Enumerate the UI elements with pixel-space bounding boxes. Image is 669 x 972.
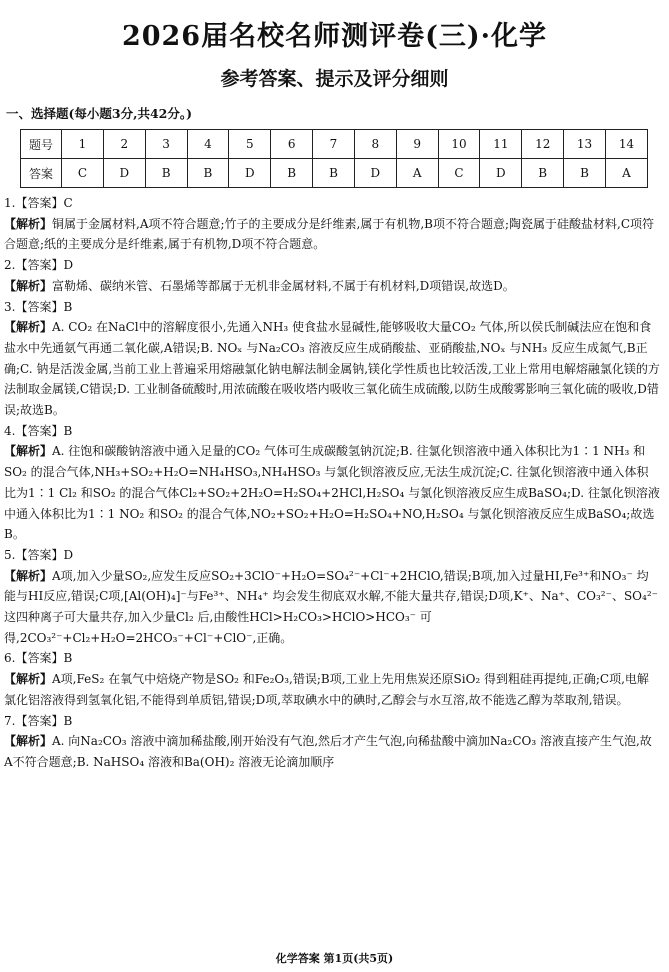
answer-cell: B <box>522 159 564 188</box>
answer-line: 7.【答案】B <box>4 713 73 728</box>
question-number-cell: 11 <box>480 130 522 159</box>
answer-cell: B <box>271 159 313 188</box>
question-number-cell: 13 <box>564 130 606 159</box>
explanation <box>4 214 660 255</box>
question-number-row <box>21 130 648 159</box>
explanation-label: 【解析】 <box>4 734 53 749</box>
answer-table <box>20 129 648 188</box>
question-number-cell: 8 <box>354 130 396 159</box>
answer-line: 5.【答案】D <box>4 547 74 562</box>
answer-row <box>21 159 648 188</box>
row-label-number: 题号 <box>21 130 62 159</box>
answer-line: 6.【答案】B <box>4 651 73 666</box>
explanation <box>4 317 660 421</box>
question-number-cell: 10 <box>438 130 480 159</box>
question-number-cell: 9 <box>396 130 438 159</box>
explanation-label: 【解析】 <box>4 568 53 583</box>
answer-cell: A <box>396 159 438 188</box>
explanation-text: 富勒烯、碳纳米管、石墨烯等都属于无机非金属材料,不属于有机材料,D项错误,故选D。 <box>52 278 515 293</box>
page-footer: 化学答案 第1页(共5页) <box>275 952 394 965</box>
question-block-4 <box>4 421 660 545</box>
explanation-text: A项,FeS₂ 在氧气中焙烧产物是SO₂ 和Fe₂O₃,错误;B项,工业上先用焦炭还原SiO₂ 得到粗硅再提纯,正确;C项,电解氯化铝溶液得到氢氧化铝,不能得到单质铝,错误;D项,萃取碘水中的碘时,乙醇会与水互溶,故不能选乙醇为萃取剂,错误。 <box>4 672 649 707</box>
answer-cell: D <box>103 159 145 188</box>
question-number-cell: 2 <box>103 130 145 159</box>
question-block-6 <box>4 648 660 710</box>
answer-cell: B <box>564 159 606 188</box>
answer-line: 4.【答案】B <box>4 423 73 438</box>
explanation-label: 【解析】 <box>4 278 53 293</box>
explanation-label: 【解析】 <box>4 672 53 687</box>
explanation-text: A项,加入少量SO₂,应发生反应SO₂+3ClO⁻+H₂O=SO₄²⁻+Cl⁻+2HClO,错误;B项,加入过量HI,Fe³⁺和NO₃⁻ 均能与HI反应,错误;C项,[Al(OH)₄]⁻与Fe³⁺、NH₄⁺ 均会发生彻底双水解,不能大量共存,错误;D项,K⁺、Na⁺、CO₃²⁻、SO₄²⁻ 这四种离子可大量共存,加入少量Cl₂ 后,由酸性HCl>H₂CO₃>HClO>HCO₃⁻ 可得,2CO₃²⁻+Cl₂+H₂O=2HCO₃⁻+Cl⁻+ClO⁻,正确。 <box>4 568 658 645</box>
explanation-label: 【解析】 <box>4 444 53 459</box>
question-number-cell: 6 <box>271 130 313 159</box>
page-subtitle: 参考答案、提示及评分细则 <box>220 68 449 90</box>
page-title: 2026届名校名师测评卷(三)·化学 <box>121 21 548 52</box>
question-number-cell: 7 <box>313 130 355 159</box>
question-block-3 <box>4 297 660 421</box>
question-number-cell: 12 <box>522 130 564 159</box>
explanation-text: 铜属于金属材料,A项不符合题意;竹子的主要成分是纤维素,属于有机物,B项不符合题意;陶瓷属于硅酸盐材料,C项符合题意;纸的主要成分是纤维素,属于有机物,D项不符合题意。 <box>4 216 655 252</box>
question-block-5 <box>4 545 660 649</box>
question-number-cell: 14 <box>605 130 647 159</box>
section-heading: 一、选择题(每小题3分,共42分。) <box>6 106 193 121</box>
question-number-cell: 3 <box>145 130 187 159</box>
question-block-1 <box>4 193 660 255</box>
explanation-text: A. 往饱和碳酸钠溶液中通入足量的CO₂ 气体可生成碳酸氢钠沉淀;B. 往氯化钡溶液中通入体积比为1∶1 NH₃ 和SO₂ 的混合气体,NH₃+SO₂+H₂O=NH₄HSO₃,NH₄HSO₃ 与氯化钡溶液反应,无法生成沉淀;C. 往氯化钡溶液中通入体积比为1∶1 Cl₂ 和SO₂ 的混合气体Cl₂+SO₂+2H₂O=H₂SO₄+2HCl,H₂SO₄ 与氯化钡溶液反应生成BaSO₄;D. 往氯化钡溶液中通入体积比为1∶1 NO₂ 和SO₂ 的混合气体,NO₂+SO₂+H₂O=H₂SO₄+NO,H₂SO₄ 与氯化钡溶液反应生成BaSO₄;故选B。 <box>4 444 660 542</box>
answer-line: 3.【答案】B <box>4 299 73 314</box>
question-block-7 <box>4 711 660 773</box>
explanations <box>4 193 660 773</box>
explanation-label: 【解析】 <box>4 216 53 231</box>
answer-cell: C <box>62 159 104 188</box>
explanation <box>4 669 660 710</box>
answer-cell: B <box>187 159 229 188</box>
explanation-label: 【解析】 <box>4 320 53 335</box>
answer-cell: A <box>605 159 647 188</box>
answer-line: 2.【答案】D <box>4 258 74 273</box>
answer-cell: C <box>438 159 480 188</box>
question-block-2 <box>4 255 660 296</box>
answer-cell: D <box>480 159 522 188</box>
explanation-text: A. 向Na₂CO₃ 溶液中滴加稀盐酸,刚开始没有气泡,然后才产生气泡,向稀盐酸中滴加Na₂CO₃ 溶液直接产生气泡,故A不符合题意;B. NaHSO₄ 溶液和Ba(OH)₂ 溶液无论滴加顺序 <box>4 734 652 769</box>
explanation <box>4 276 660 297</box>
answer-cell: D <box>354 159 396 188</box>
question-number-cell: 5 <box>229 130 271 159</box>
answer-cell: B <box>145 159 187 188</box>
answer-cell: B <box>313 159 355 188</box>
explanation-text: A. CO₂ 在NaCl中的溶解度很小,先通入NH₃ 使食盐水显碱性,能够吸收大量CO₂ 气体,所以侯氏制碱法应在饱和食盐水中先通氨气再通二氧化碳,A错误;B. NOₓ 与Na₂CO₃ 溶液反应生成硝酸盐、亚硝酸盐,NOₓ 与NH₃ 反应生成氮气,B正确;C. 钠是活泼金属,当前工业上普遍采用熔融氯化钠电解法制金属钠,镁化学性质也比较活泼,工业上常用电解熔融氯化镁的方法制取金属镁,C错误;D. 工业制备硫酸时,用浓硫酸在吸收塔内吸收三氧化硫生成硫酸,以防生成酸雾影响三氧化硫的吸收,D错误;故选B。 <box>4 320 660 418</box>
row-label-answer: 答案 <box>21 159 62 188</box>
answer-line: 1.【答案】C <box>4 196 73 210</box>
explanation <box>4 566 660 649</box>
explanation <box>4 731 660 772</box>
question-number-cell: 4 <box>187 130 229 159</box>
answer-cell: D <box>229 159 271 188</box>
question-number-cell: 1 <box>62 130 104 159</box>
explanation <box>4 441 660 545</box>
